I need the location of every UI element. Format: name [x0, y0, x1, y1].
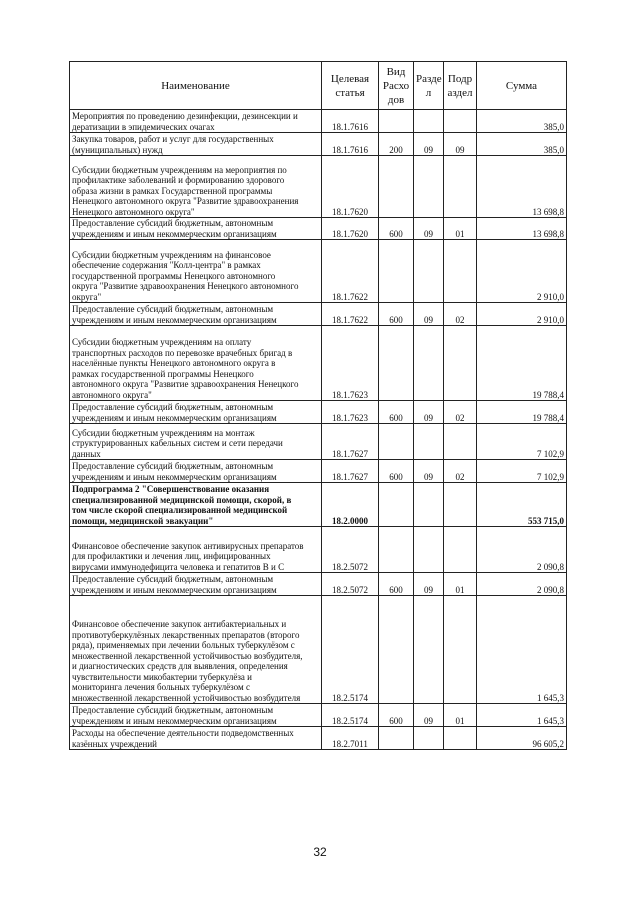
cell-subsection	[444, 326, 477, 401]
cell-sum: 2 090,8	[477, 573, 567, 596]
cell-sum: 2 910,0	[477, 240, 567, 303]
cell-subsection	[444, 596, 477, 704]
cell-name: Мероприятия по проведению дезинфекции, дезинсекции и дератизации в эпидемических очагах	[70, 110, 322, 133]
cell-target: 18.1.7623	[322, 401, 379, 424]
cell-sum: 553 715,0	[477, 483, 567, 527]
cell-sum: 1 645,3	[477, 704, 567, 727]
cell-subsection: 01	[444, 573, 477, 596]
header-subsection: Подр аздел	[444, 62, 477, 110]
table-row	[70, 596, 567, 704]
cell-section: 09	[414, 303, 444, 326]
header-row	[70, 62, 567, 110]
table-row	[70, 156, 567, 218]
cell-kind: 600	[379, 401, 414, 424]
cell-kind	[379, 596, 414, 704]
cell-kind	[379, 240, 414, 303]
cell-subsection	[444, 527, 477, 573]
cell-target: 18.2.5174	[322, 704, 379, 727]
cell-target: 18.1.7616	[322, 110, 379, 133]
cell-name: Субсидии бюджетным учреждениям на финансовое обеспечение содержания "Колл-центра" в рамках государственной программы Ненецкого автономного округа "Развитие здравоохранения Ненецкого автономного округа"	[70, 240, 322, 303]
cell-name: Расходы на обеспечение деятельности подведомственных казённых учреждений	[70, 727, 322, 750]
table-row	[70, 240, 567, 303]
cell-kind: 600	[379, 218, 414, 240]
cell-sum: 385,0	[477, 110, 567, 133]
table-row	[70, 527, 567, 573]
cell-sum: 7 102,9	[477, 424, 567, 460]
cell-subsection: 09	[444, 133, 477, 156]
cell-section	[414, 110, 444, 133]
cell-subsection	[444, 727, 477, 750]
cell-kind	[379, 483, 414, 527]
cell-section: 09	[414, 573, 444, 596]
cell-kind	[379, 727, 414, 750]
header-name: Наименование	[70, 62, 322, 110]
cell-sum: 13 698,8	[477, 156, 567, 218]
cell-name: Закупка товаров, работ и услуг для государственных (муниципальных) нужд	[70, 133, 322, 156]
header-sum: Сумма	[477, 62, 567, 110]
cell-name: Предоставление субсидий бюджетным, автономным учреждениям и иным некоммерческим организациям	[70, 460, 322, 483]
cell-subsection: 02	[444, 401, 477, 424]
table-row	[70, 460, 567, 483]
cell-sum: 96 605,2	[477, 727, 567, 750]
table-row	[70, 326, 567, 401]
cell-kind: 200	[379, 133, 414, 156]
cell-kind	[379, 156, 414, 218]
table-body	[70, 110, 567, 750]
cell-target: 18.1.7627	[322, 460, 379, 483]
cell-section	[414, 596, 444, 704]
cell-section	[414, 156, 444, 218]
cell-name: Финансовое обеспечение закупок антибактериальных и противотуберкулёзных лекарственных препаратов (второго ряда), применяемых при лечении больных туберкулёзом с множественной лекарственной устойчивостью возбудителя, и диагностических средств для выявления, определения чувствительности микобактерии туберкулёза и мониторинга лечения больных туберкулёзом с множественной лекарственной устойчивостью возбудителя	[70, 596, 322, 704]
table-row	[70, 727, 567, 750]
cell-sum: 13 698,8	[477, 218, 567, 240]
cell-target: 18.1.7616	[322, 133, 379, 156]
table-row	[70, 424, 567, 460]
cell-name: Субсидии бюджетным учреждениям на оплату транспортных расходов по перевозке врачебных бригад в населённые пункты Ненецкого автономного округа в рамках государственной программы Ненецкого автономного округа "Развитие здравоохранения Ненецкого автономного округа"	[70, 326, 322, 401]
cell-target: 18.1.7622	[322, 303, 379, 326]
cell-section	[414, 527, 444, 573]
cell-sum: 7 102,9	[477, 460, 567, 483]
budget-table	[69, 61, 567, 750]
cell-section	[414, 326, 444, 401]
cell-section	[414, 483, 444, 527]
cell-subsection	[444, 424, 477, 460]
cell-target: 18.2.5072	[322, 527, 379, 573]
cell-kind	[379, 527, 414, 573]
cell-subsection	[444, 483, 477, 527]
cell-subsection	[444, 156, 477, 218]
cell-name: Предоставление субсидий бюджетным, автономным учреждениям и иным некоммерческим организациям	[70, 573, 322, 596]
cell-sum: 19 788,4	[477, 401, 567, 424]
table-row	[70, 218, 567, 240]
cell-section	[414, 424, 444, 460]
table-row	[70, 573, 567, 596]
cell-subsection: 01	[444, 218, 477, 240]
cell-target: 18.2.7011	[322, 727, 379, 750]
cell-section	[414, 240, 444, 303]
cell-section	[414, 727, 444, 750]
cell-section: 09	[414, 704, 444, 727]
cell-sum: 1 645,3	[477, 596, 567, 704]
cell-target: 18.1.7620	[322, 218, 379, 240]
cell-target: 18.1.7623	[322, 326, 379, 401]
cell-name: Финансовое обеспечение закупок антивирусных препаратов для профилактики и лечения лиц, инфицированных вирусами иммунодефицита человека и гепатитов B и C	[70, 527, 322, 573]
cell-kind: 600	[379, 704, 414, 727]
cell-name: Субсидии бюджетным учреждениям на монтаж структурированных кабельных систем и сети передачи данных	[70, 424, 322, 460]
header-section: Разде л	[414, 62, 444, 110]
header-expense-kind: Вид Расхо дов	[379, 62, 414, 110]
cell-kind	[379, 424, 414, 460]
cell-subsection: 02	[444, 460, 477, 483]
cell-kind	[379, 110, 414, 133]
cell-name: Субсидии бюджетным учреждениям на мероприятия по профилактике заболеваний и формированию здорового образа жизни в рамках Государственной программы Ненецкого автономного округа "Развитие здравоохранения Ненецкого автономного округа"	[70, 156, 322, 218]
cell-section: 09	[414, 218, 444, 240]
cell-subsection	[444, 240, 477, 303]
table-row	[70, 704, 567, 727]
cell-subsection	[444, 110, 477, 133]
cell-name: Предоставление субсидий бюджетным, автономным учреждениям и иным некоммерческим организациям	[70, 218, 322, 240]
cell-subsection: 01	[444, 704, 477, 727]
cell-target: 18.2.5072	[322, 573, 379, 596]
table-row	[70, 401, 567, 424]
cell-kind: 600	[379, 303, 414, 326]
table-row	[70, 303, 567, 326]
cell-name: Подпрограмма 2 "Совершенствование оказания специализированной медицинской помощи, скорой, в том числе скорой специализированной медицинской помощи, медицинской эвакуации"	[70, 483, 322, 527]
cell-target: 18.2.5174	[322, 596, 379, 704]
cell-subsection: 02	[444, 303, 477, 326]
cell-kind: 600	[379, 460, 414, 483]
cell-target: 18.1.7627	[322, 424, 379, 460]
page-number: 32	[313, 845, 327, 859]
cell-sum: 19 788,4	[477, 326, 567, 401]
cell-name: Предоставление субсидий бюджетным, автономным учреждениям и иным некоммерческим организациям	[70, 704, 322, 727]
header-target-article: Целевая статья	[322, 62, 379, 110]
cell-kind	[379, 326, 414, 401]
cell-kind: 600	[379, 573, 414, 596]
table-row	[70, 110, 567, 133]
cell-target: 18.2.0000	[322, 483, 379, 527]
cell-target: 18.1.7620	[322, 156, 379, 218]
cell-name: Предоставление субсидий бюджетным, автономным учреждениям и иным некоммерческим организациям	[70, 401, 322, 424]
table-row	[70, 483, 567, 527]
cell-sum: 385,0	[477, 133, 567, 156]
cell-sum: 2 910,0	[477, 303, 567, 326]
table-row	[70, 133, 567, 156]
cell-name: Предоставление субсидий бюджетным, автономным учреждениям и иным некоммерческим организациям	[70, 303, 322, 326]
cell-section: 09	[414, 133, 444, 156]
cell-section: 09	[414, 460, 444, 483]
cell-section: 09	[414, 401, 444, 424]
cell-sum: 2 090,8	[477, 527, 567, 573]
cell-target: 18.1.7622	[322, 240, 379, 303]
